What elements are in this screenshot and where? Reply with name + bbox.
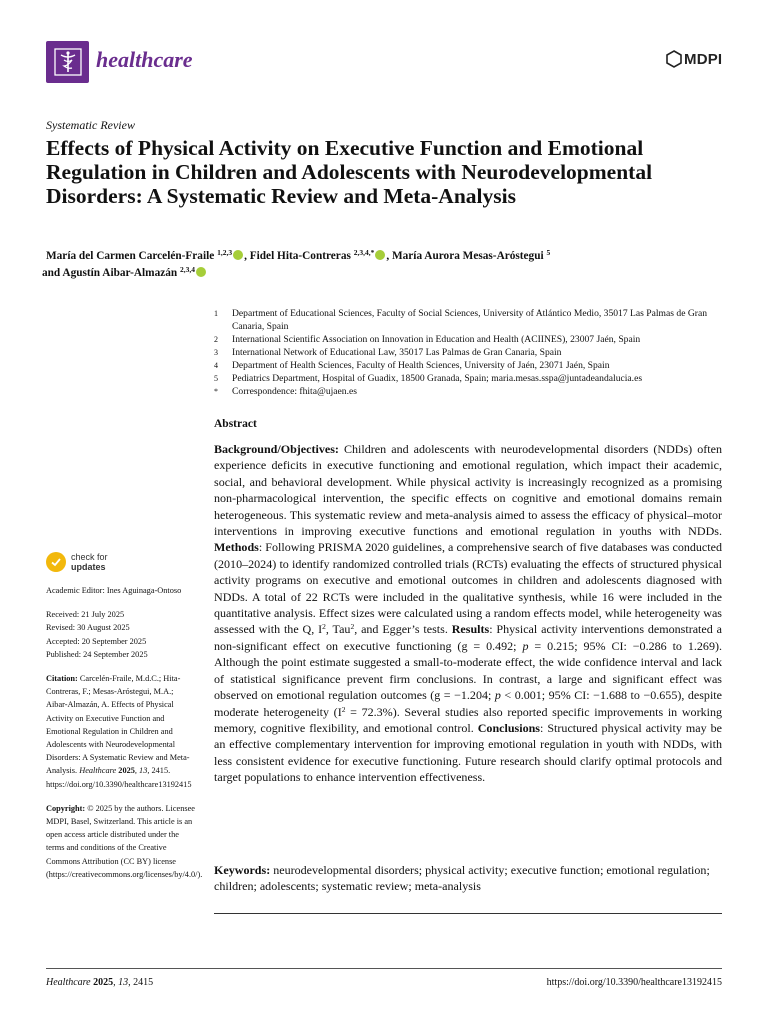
mdpi-hexagon-icon [666,50,682,68]
conclusions-label: Conclusions [477,720,540,735]
background-label: Background/Objectives: [214,442,339,456]
author-affiliation-marks: 2,3,4 [180,265,196,274]
methods-text: , and Egger’s tests. [354,622,452,637]
correspondence-text[interactable]: Correspondence: fhita@ujaen.es [232,386,357,397]
article-info-sidebar [46,584,203,892]
author-affiliation-marks: 2,3,4,* [353,248,375,257]
author-name[interactable]: Fidel Hita-Contreras [249,250,351,262]
academic-editor: Academic Editor: Ines Aguinaga-Ontoso [46,586,182,595]
affiliation-item [214,307,734,333]
orcid-icon[interactable] [233,250,243,260]
affiliation-item [214,385,734,398]
article-title: Effects of Physical Activity on Executive Function and Emotional Regulation in Children and Adolescents with Neurodevelopmental Disorders: A Systematic Review and Meta-Analysis [46,136,653,208]
check-updates-icon [46,552,66,572]
affiliation-text: Department of Health Sciences, Faculty of Health Sciences, University of Jaén, 23071 Jaén, Spain [232,360,610,371]
journal-logo [46,41,89,83]
affiliation-text: Department of Educational Sciences, Faculty of Social Sciences, University of Atlántico Medio, 35017 Las Palmas de Gran Canaria, Spain [232,308,708,332]
citation-journal: Healthcare [79,766,117,776]
results-text: < 0.001; 95% CI: −1.688 to −0.655), despite moderate heterogeneity (I [214,688,722,719]
affiliation-item [214,346,734,359]
published-date: Published: 24 September 2025 [46,649,148,659]
citation-text: Carcelén-Fraile, M.d.C.; Hita-Contreras, F.; Mesas-Aróstegui, M.A.; Aibar-Almazán, A. Effects of Physical Activity on Executive Function and Emotional Regulation in Children and Adolescents with Neurodevelopmental Disorders: A Systematic Review and Meta-Analysis. [46,674,190,776]
p-symbol: p [522,638,529,653]
check-for-updates-button[interactable] [46,552,108,572]
article-type: Systematic Review [46,118,135,132]
keywords-text: neurodevelopmental disorders; physical activity; executive function; emotional regulation; children; adolescents; systematic review; meta-analysis [214,863,710,894]
affiliation-item [214,372,734,385]
superscript: 2 [341,704,346,714]
author-separator: , [244,250,250,262]
check-updates-line1: check for [71,552,108,562]
conclusions-text: : Structured physical activity may be an effective complementary intervention for improving emotional regulation in youth with NDDs, with less consistent evidence for executive functioning. Future research should clarify optimal protocols and target populations to enhance intervention effectiveness. [214,720,722,785]
keywords-label: Keywords: [214,863,271,877]
author-name[interactable]: María del Carmen Carcelén-Fraile [46,250,215,262]
orcid-icon[interactable] [196,267,206,277]
affiliation-text: International Network of Educational Law, 35017 Las Palmas de Gran Canaria, Spain [232,347,562,358]
affiliation-list [214,307,734,398]
footer-page: , 2415 [128,977,154,988]
check-updates-line2: updates [71,562,106,572]
methods-label: Methods [214,540,259,555]
copyright-label: Copyright: [46,803,86,813]
publisher-logo[interactable] [666,50,722,68]
abstract-heading: Abstract [214,418,257,430]
accepted-date: Accepted: 20 September 2025 [46,636,147,646]
keywords [214,862,722,895]
citation-year: 2025 [116,766,135,776]
received-date: Received: 21 July 2025 [46,610,125,620]
citation-volume: , 13 [134,766,148,776]
methods-text: , Tau [325,622,351,637]
revised-date: Revised: 30 August 2025 [46,623,130,633]
author-name[interactable]: Agustín Aibar-Almazán [62,267,178,279]
background-text: Children and adolescents with neurodevelopmental disorders (NDDs) often experience deficits in executive functioning and emotional regulation, which impact their academic, social, and behavioral development. While physical activity is increasingly recognized as a promising non-pharmacological intervention, the specific effects on cognitive and emotional domains remain heterogeneous. This systematic review and meta-analysis aimed to assess the efficacy of physical–motor interventions in improving executive functions and emotional regulation in youths with NDDs. [214,442,722,539]
journal-name[interactable]: healthcare [96,47,193,72]
affiliation-item [214,333,734,346]
author-list [42,248,736,282]
footer-journal: Healthcare [46,977,91,988]
affiliation-mark: * [214,387,218,396]
footer-volume: , 13 [113,977,129,988]
abstract-body [214,441,722,786]
results-text: : Physical activity interventions demonstrated a non-significant effect on executive functioning (g = 0.492; [214,622,722,653]
citation-label: Citation: [46,674,78,684]
citation-doi[interactable]: , 2415. https://doi.org/10.3390/healthcare13192415 [46,766,192,789]
superscript: 2 [350,622,355,632]
caduceus-icon [53,47,83,77]
superscript: 2 [322,622,326,632]
author-separator: , [386,250,392,262]
affiliation-mark: 1 [214,309,218,318]
results-text: = 0.215; 95% CI: −0.286 to 1.269). Although the point estimate suggested a small-to-moderate effect, the wide confidence interval and lack of statistical significance prevent firm conclusions. In contrast, a large and significant effect was observed on emotional regulation outcomes (g = −1.204; [214,638,722,703]
affiliation-mark: 3 [214,348,218,357]
affiliation-mark: 2 [214,335,218,344]
copyright [46,802,203,881]
footer-citation [46,977,153,988]
check-updates-label [71,552,108,572]
author-separator: and [42,267,63,279]
affiliation-mark: 5 [214,374,218,383]
orcid-icon[interactable] [375,250,385,260]
affiliation-item [214,359,734,372]
affiliation-text: Pediatrics Department, Hospital of Guadix, 18500 Granada, Spain; maria.mesas.sspa@juntadeandalucia.es [232,373,643,384]
affiliation-mark: 4 [214,361,218,370]
footer-doi-link[interactable]: https://doi.org/10.3390/healthcare13192415 [546,977,722,988]
affiliation-text: International Scientific Association on Innovation in Education and Health (ACIINES), 23007 Jaén, Spain [232,334,641,345]
results-text: = 72.3%). Several studies also reported specific improvements in working memory, cognitive flexibility, and emotional control. [214,704,722,735]
results-label: Results [451,622,490,637]
author-affiliation-marks: 5 [546,248,551,257]
keywords-divider [214,913,722,914]
methods-text: : Following PRISMA 2020 guidelines, a comprehensive search of five databases was conducted (2010–2024) to identify randomized controlled trials (RCTs) evaluating the effects of structured physical activity programs on executive and emotional outcomes in children and adolescents diagnosed with NDDs. A total of 22 RCTs were included in the qualitative synthesis, while 16 were included in the quantitative analysis. Effect sizes were calculated using a random effects model, while heterogeneity was assessed with the Q, I [214,540,722,637]
author-name[interactable]: María Aurora Mesas-Aróstegui [391,250,544,262]
footer-divider [46,968,722,969]
footer-year: 2025 [90,977,114,988]
publisher-name: MDPI [684,50,723,68]
copyright-text: © 2025 by the authors. Licensee MDPI, Basel, Switzerland. This article is an open access article distributed under the terms and conditions of the Creative Commons Attribution (CC BY) license (https://creativecommons.org/licenses/by/4.0/). [46,803,203,879]
p-symbol: p [494,688,501,703]
author-affiliation-marks: 1,2,3 [217,248,233,257]
citation [46,672,196,791]
